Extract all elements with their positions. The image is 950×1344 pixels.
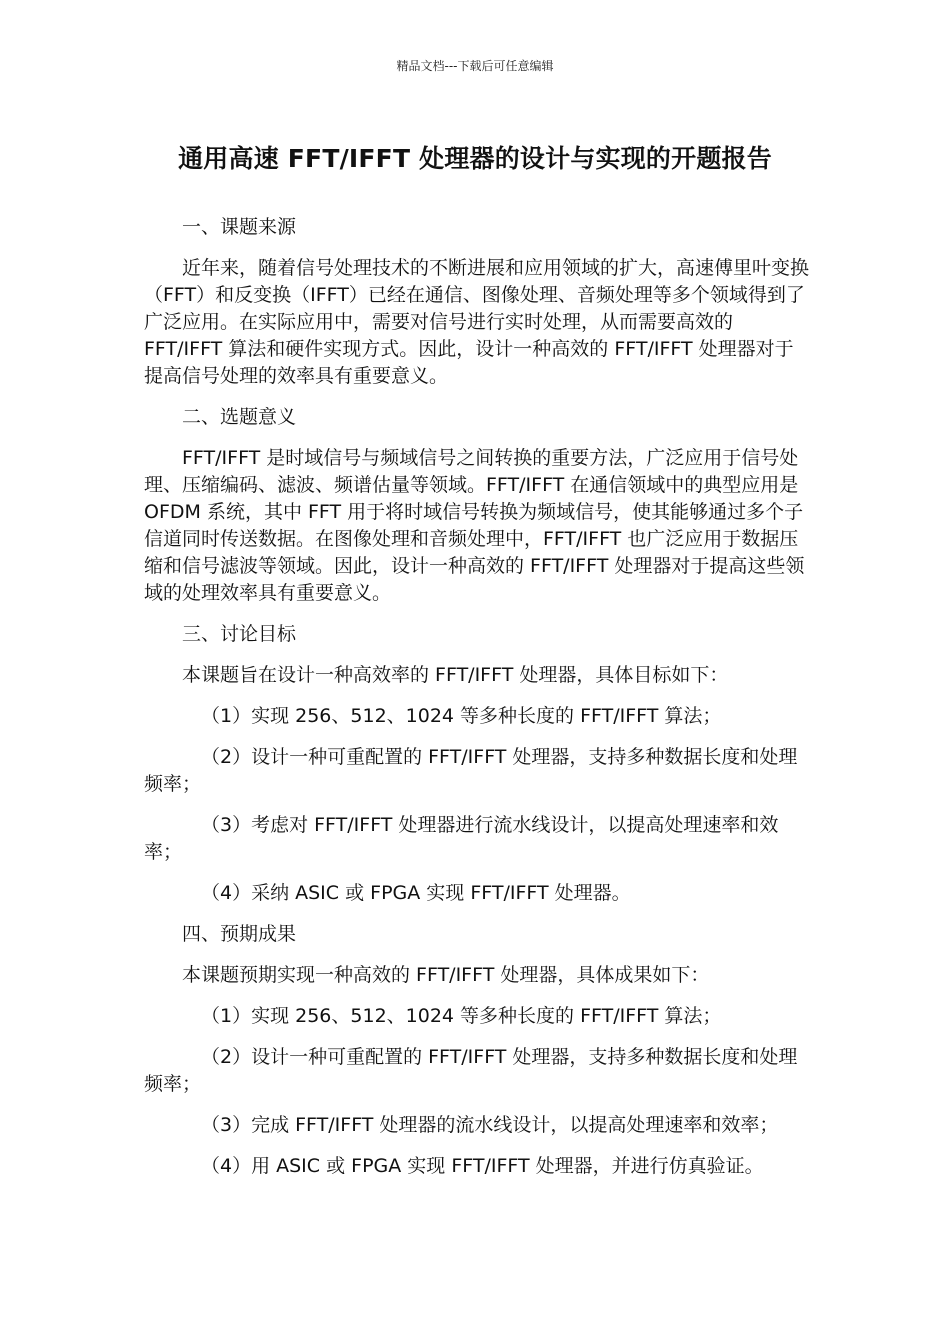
section-heading-outcomes: 四、预期成果 [182, 923, 297, 945]
outcome-item-4: （4）用 ASIC 或 FPGA 实现 FFT/IFFT 处理器，并进行仿真验证。 [201, 1155, 764, 1177]
section-heading-goals: 三、讨论目标 [182, 623, 297, 645]
paragraph-outcomes-intro: 本课题预期实现一种高效的 FFT/IFFT 处理器，具体成果如下： [182, 964, 710, 986]
goal-item-3: （3）考虑对 FFT/IFFT 处理器进行流水线设计，以提高处理速率和效率； [144, 814, 779, 863]
outcome-item-3: （3）完成 FFT/IFFT 处理器的流水线设计，以提高处理速率和效率； [201, 1114, 779, 1136]
outcome-item-2: （2）设计一种可重配置的 FFT/IFFT 处理器，支持多种数据长度和处理频率； [144, 1046, 798, 1095]
section-heading-source: 一、课题来源 [182, 216, 297, 238]
document-body [144, 214, 810, 1194]
goal-item-2: （2）设计一种可重配置的 FFT/IFFT 处理器，支持多种数据长度和处理频率； [144, 746, 798, 795]
goal-item-1: （1）实现 256、512、1024 等多种长度的 FFT/IFFT 算法； [201, 705, 722, 727]
header-note: 精品文档---下载后可任意编辑 [396, 59, 554, 73]
document-title: 通用高速 FFT/IFFT 处理器的设计与实现的开题报告 [178, 144, 772, 173]
paragraph-source: 近年来，随着信号处理技术的不断进展和应用领域的扩大，高速傅里叶变换（FFT）和反变换（IFFT）已经在通信、图像处理、音频处理等多个领域得到了广泛应用。在实际应用中，需要对信号进行实时处理，从而需要高效的 FFT/IFFT 算法和硬件实现方式。因此，设计一种高效的 FFT/IFFT 处理器对于提高信号处理的效率具有重要意义。 [144, 257, 810, 387]
outcome-item-1: （1）实现 256、512、1024 等多种长度的 FFT/IFFT 算法； [201, 1005, 722, 1027]
paragraph-significance: FFT/IFFT 是时域信号与频域信号之间转换的重要方法，广泛应用于信号处理、压缩编码、滤波、频谱估量等领域。FFT/IFFT 在通信领域中的典型应用是 OFDM 系统，其中 FFT 用于将时域信号转换为频域信号，使其能够通过多个子信道同时传送数据。在图像处理和音频处理中，FFT/IFFT 也广泛应用于数据压缩和信号滤波等领域。因此，设计一种高效的 FFT/IFFT 处理器对于提高这些领域的处理效率具有重要意义。 [144, 447, 805, 604]
paragraph-goals-intro: 本课题旨在设计一种高效率的 FFT/IFFT 处理器，具体目标如下： [182, 664, 729, 686]
goal-item-4: （4）采纳 ASIC 或 FPGA 实现 FFT/IFFT 处理器。 [201, 882, 631, 904]
section-heading-significance: 二、选题意义 [182, 406, 297, 428]
